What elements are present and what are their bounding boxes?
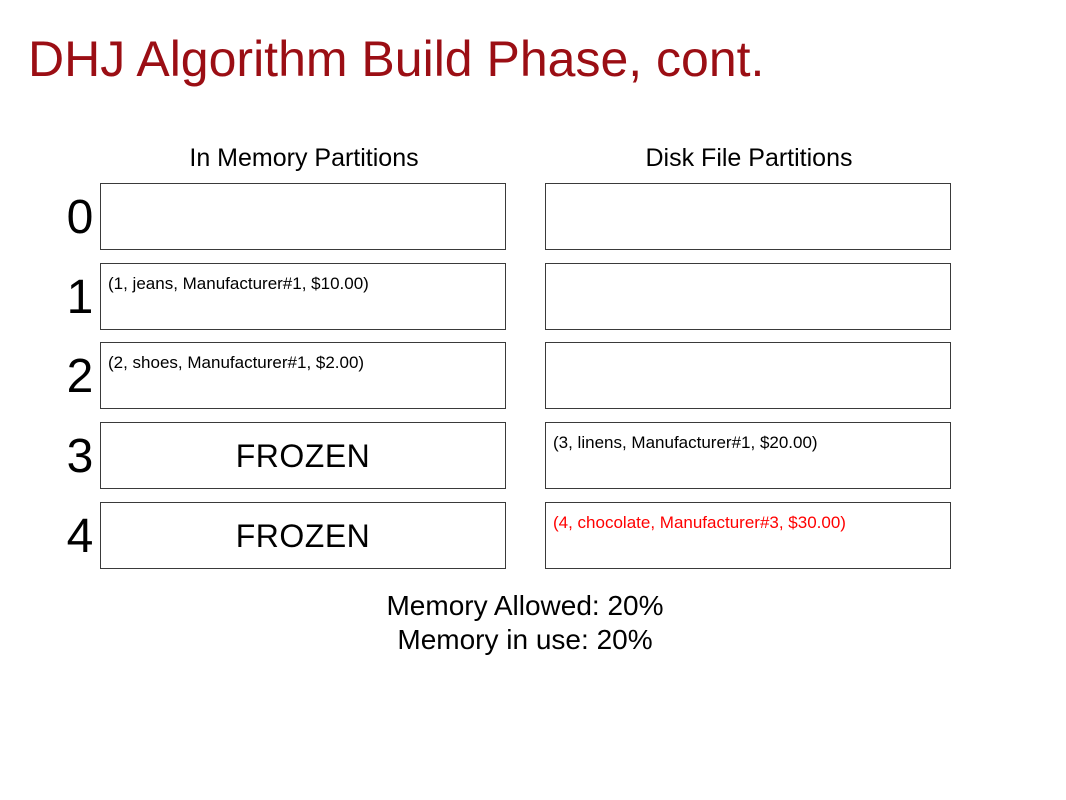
memory-frozen-label-4: FROZEN (235, 518, 371, 554)
disk-partition-1 (545, 263, 951, 330)
disk-partition-3 (545, 422, 951, 489)
disk-partitions-heading: Disk File Partitions (645, 144, 853, 172)
memory-partition-4 (100, 502, 506, 569)
memory-partition-1 (100, 263, 506, 330)
disk-partition-4 (545, 502, 951, 569)
partition-index-1: 1 (66, 271, 94, 324)
disk-record-4: (4, chocolate, Manufacturer#3, $30.00) (553, 513, 846, 532)
partition-index-0: 0 (66, 191, 94, 244)
memory-frozen-label-3: FROZEN (235, 438, 371, 474)
memory-record-2: (2, shoes, Manufacturer#1, $2.00) (108, 353, 365, 372)
disk-partition-2 (545, 342, 951, 409)
memory-partition-2 (100, 342, 506, 409)
memory-in-use-stat: Memory in use: 20% (397, 624, 653, 655)
partition-index-4: 4 (66, 510, 94, 563)
memory-partition-3 (100, 422, 506, 489)
memory-allowed-stat: Memory Allowed: 20% (386, 590, 664, 621)
memory-partition-0 (100, 183, 506, 250)
memory-partitions-heading: In Memory Partitions (189, 144, 419, 172)
slide-title: DHJ Algorithm Build Phase, cont. (28, 31, 765, 87)
partition-index-2: 2 (66, 350, 94, 403)
disk-partition-0 (545, 183, 951, 250)
disk-record-3: (3, linens, Manufacturer#1, $20.00) (553, 433, 818, 452)
partition-index-3: 3 (66, 430, 94, 483)
memory-record-1: (1, jeans, Manufacturer#1, $10.00) (108, 274, 369, 293)
